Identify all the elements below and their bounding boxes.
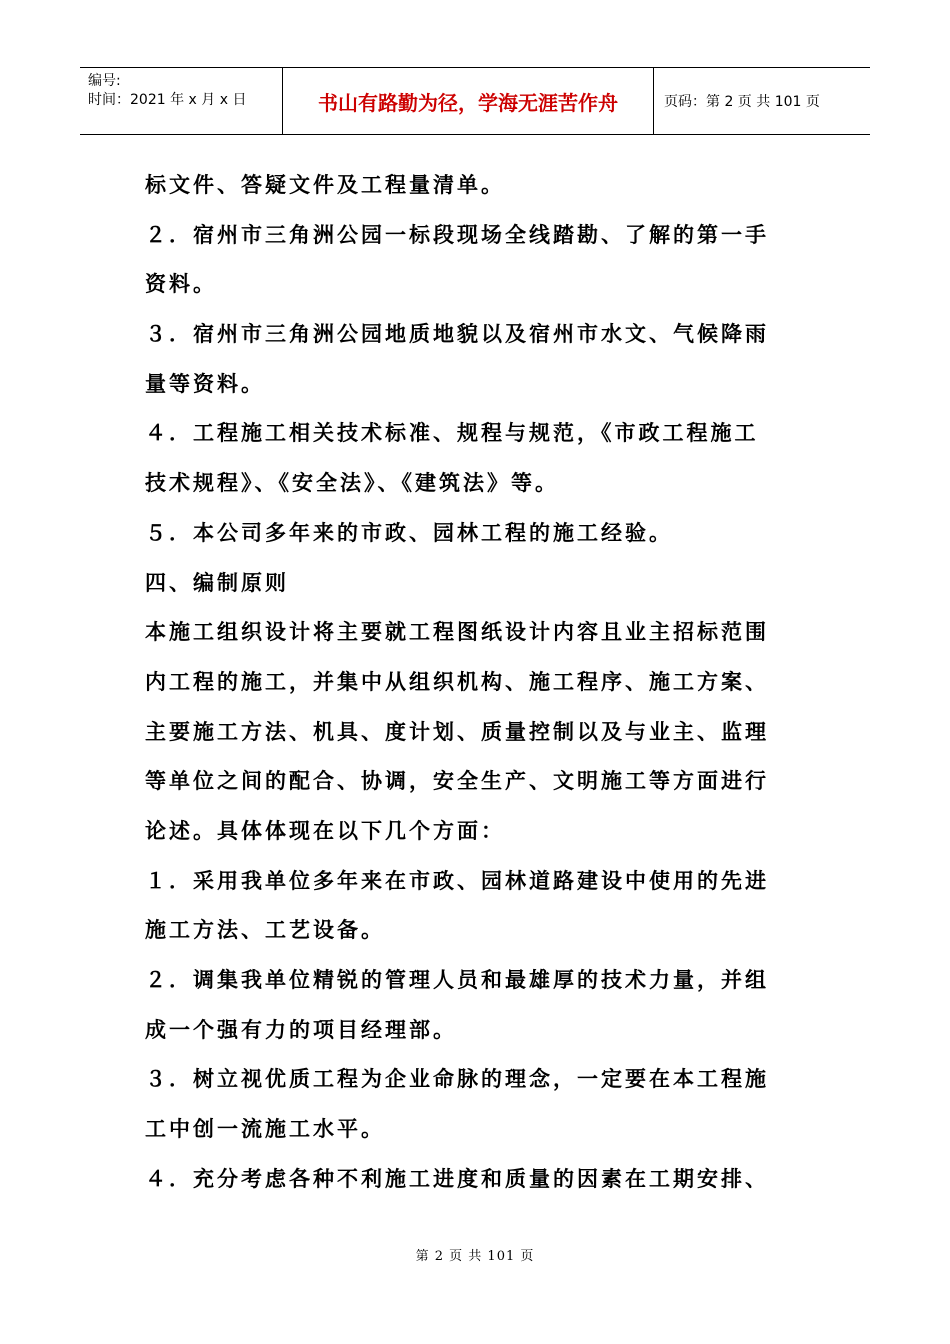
header-page-info: 页码：第 2 页 共 101 页 (664, 94, 820, 110)
body-line: １．采用我单位多年来在市政、园林道路建设中使用的先进 (145, 867, 769, 893)
document-date: 时间：2021 年 x 月 x 日 (88, 92, 247, 108)
header-meta (80, 68, 283, 134)
body-line: 等单位之间的配合、协调，安全生产、文明施工等方面进行 (145, 768, 769, 794)
body-line: 标文件、答疑文件及工程量清单。 (145, 172, 505, 197)
page-header (80, 67, 870, 135)
body-line: ４．充分考虑各种不利施工进度和质量的因素在工期安排、 (145, 1165, 769, 1191)
document-body (145, 160, 810, 1203)
body-line: 工中创一流施工水平。 (145, 1116, 385, 1142)
body-line: 主要施工方法、机具、度计划、质量控制以及与业主、监理 (145, 718, 769, 744)
document-number: 编号: (88, 73, 121, 89)
body-line: 内工程的施工，并集中从组织机构、施工程序、施工方案、 (145, 668, 769, 694)
body-line: ４．工程施工相关技术标准、规程与规范，《市政工程施工 (145, 420, 759, 446)
header-motto: 书山有路勤为径，学海无涯苦作舟 (283, 68, 654, 134)
body-line: ３．树立视优质工程为企业命脉的理念，一定要在本工程施 (145, 1066, 769, 1092)
body-line: 成一个强有力的项目经理部。 (145, 1016, 457, 1042)
body-line: ３．宿州市三角洲公园地质地貌以及宿州市水文、气候降雨 (145, 321, 769, 347)
body-line: 量等资料。 (145, 370, 265, 396)
body-line: 技术规程》、《安全法》、《建筑法》等。 (145, 470, 559, 496)
body-line: 资料。 (145, 271, 217, 297)
body-line: 论述。具体体现在以下几个方面： (145, 817, 505, 843)
body-line: 施工方法、工艺设备。 (145, 917, 385, 943)
body-line: ２．调集我单位精锐的管理人员和最雄厚的技术力量，并组 (145, 967, 769, 992)
section-heading: 四、编制原则 (145, 569, 289, 595)
page-footer: 第 2 页 共 101 页 (415, 1249, 535, 1264)
body-line: ２．宿州市三角洲公园一标段现场全线踏勘、了解的第一手 (145, 221, 769, 247)
body-line: 本施工组织设计将主要就工程图纸设计内容且业主招标范围 (145, 619, 769, 645)
body-line: ５．本公司多年来的市政、园林工程的施工经验。 (145, 519, 673, 545)
